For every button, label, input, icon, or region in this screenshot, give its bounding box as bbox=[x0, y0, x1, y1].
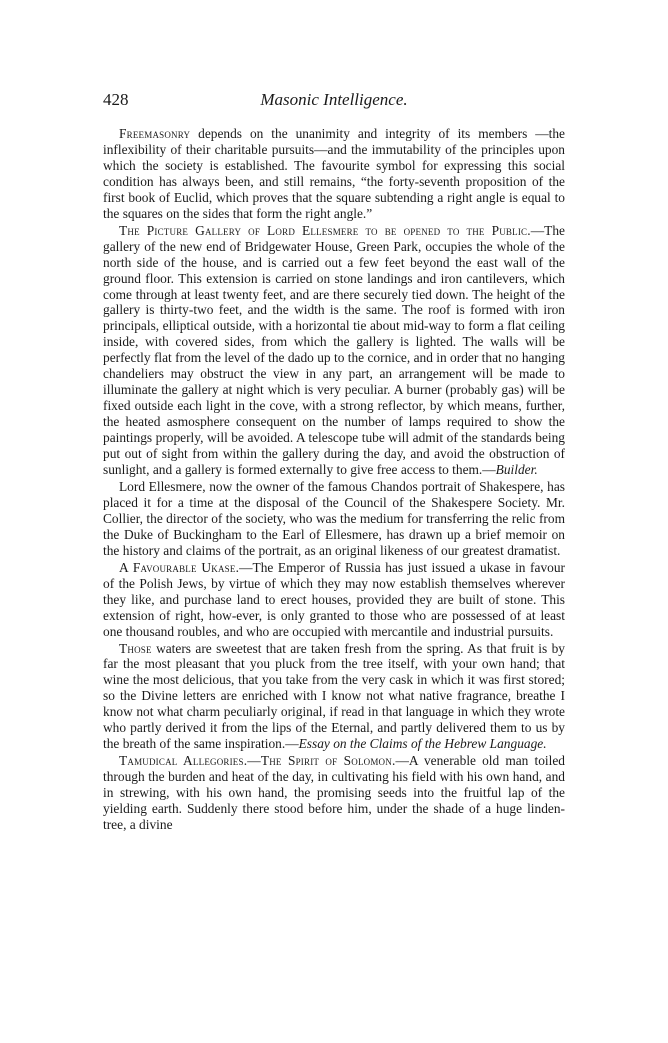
paragraph-lead: Those bbox=[119, 640, 152, 656]
paragraph-text: —The gallery of the new end of Bridgewater House, Green Park, occupies the whole of the north side of the house, and is carried out a few feet beyond the east wall of the ground floor. This extension is carried on stone landings and iron cantilevers, which come through at least twenty feet, and are there securely tied down. The height of the gallery is thirty-two feet, and the width is the same. The roof is formed with iron principals, elliptical outside, with a horizontal tie about mid-way to form a flat ceiling inside, with covered sides, from which the gallery is lighted. The walls will be perfectly flat from the level of the dado up to the cornice, and in order that no hanging chandeliers may obstruct the view in any part, an arrangement will be made to illuminate the gallery at night which is very peculiar. A burner (probably gas) will be fixed outside each light in the cove, with a strong reflector, by which means, further, the heated asmosphere consequent on the number of lamps required to show the paintings properly, will be avoided. A telescope tube will admit of the standards being put out of sight from within the gallery during the day, and avoid the obstruction of sunlight, and a gallery is formed externally to give free access to them.— bbox=[103, 222, 565, 478]
page-header bbox=[103, 90, 565, 112]
paragraph-picture-gallery bbox=[103, 223, 565, 478]
paragraph-source: Essay on the Claims of the Hebrew Language. bbox=[298, 736, 547, 752]
paragraph-source: Builder. bbox=[495, 462, 538, 478]
paragraph-text: —The Emperor of Russia has just issued a ukase in favour of the Polish Jews, by virtue of which they may now establish themselves wherever they like, and purchase land to erect houses, provided they are built of stone. This extension of right, how-ever, is only granted to those who are possessed of at least one thousand roubles, and who are occupied with mercantile and industrial pursuits. bbox=[103, 559, 566, 639]
paragraph-freemasonry bbox=[103, 126, 565, 222]
paragraph-lead: The Picture Gallery of Lord Ellesmere to be opened to the Public. bbox=[119, 222, 531, 238]
paragraph-allegories bbox=[103, 753, 565, 833]
paragraph-lead: Tamudical Allegories.—The Spirit of Solomon. bbox=[119, 753, 396, 769]
article-body bbox=[103, 126, 565, 834]
paragraph-ukase bbox=[103, 560, 565, 640]
paragraph-text: depends on the unanimity and integrity of its members —the inflexibility of their charitable pursuits—and the immutability of the principles upon which the society is established. The favourite symbol for expressing this social condition has always been, and still remains, “the forty-seventh proposition of the first book of Euclid, which proves that the square subtending a right angle is equal to the squares on the sides that form the right angle.” bbox=[103, 126, 565, 221]
paragraph-text: waters are sweetest that are taken fresh from the spring. As that fruit is by far the most pleasant that you pluck from the tree itself, with your own hand; that wine the most delicious, that you take from the very cask in which it was first stored; so the Divine letters are enriched with I know not what native fragrance, breathe I know not what charm peculiarly original, if read in that language in which they wrote who partly derived it from the lips of the Eternal, and partly delivered them to us by the breath of the same inspiration.— bbox=[103, 640, 565, 752]
running-title: Masonic Intelligence. bbox=[260, 90, 408, 109]
paragraph-text: —A venerable old man toiled through the burden and heat of the day, in cultivating his field with his own hand, and in strewing, with his own hand, the promising seeds into the fruitful lap of the yielding earth. Suddenly there stood before him, under the shade of a huge linden-tree, a divine bbox=[103, 753, 565, 832]
paragraph-lead: Freemasonry bbox=[119, 126, 191, 141]
page-number: 428 bbox=[103, 90, 129, 109]
paragraph-ellesmere bbox=[103, 479, 565, 559]
paragraph-text: Lord Ellesmere, now the owner of the famous Chandos portrait of Shakespere, has placed it for a time at the disposal of the Council of the Shakespere Society. Mr. Collier, the director of the society, who was the medium for transferring the relic from the Duke of Buckingham to the Earl of Ellesmere, has drawn up a brief memoir on the history and claims of the portrait, as an original likeness of our greatest dramatist. bbox=[103, 478, 565, 558]
paragraph-lead: A Favourable Ukase. bbox=[119, 559, 240, 575]
paragraph-waters bbox=[103, 641, 565, 753]
